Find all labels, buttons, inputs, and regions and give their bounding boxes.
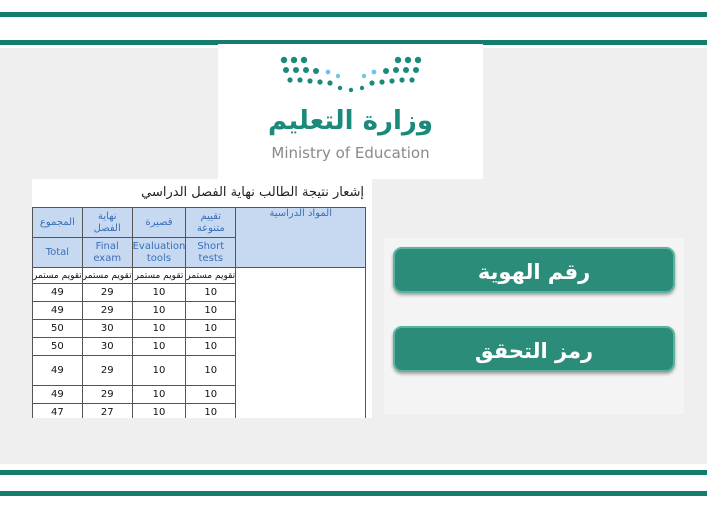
top-stripe-1 [0,12,707,17]
short-cell: 10 [186,284,236,302]
result-document [32,179,372,418]
subject-cell [236,268,366,419]
final-cell: 27 [82,404,132,419]
sub-label: تقويم مستمر [82,268,132,284]
eval-cell: 10 [132,404,186,419]
final-cell: 29 [82,356,132,386]
short-cell: 10 [186,302,236,320]
header-subjects: المواد الدراسية [236,208,366,268]
results-table [32,207,366,418]
header-final-en: Final exam [82,238,132,268]
header-total-ar: المجموع [33,208,83,238]
bottom-stripe-2 [0,491,707,496]
header-final-ar: نهاية الفصل [82,208,132,238]
logo-dots-icon [276,54,426,94]
sub-label: تقويم مستمر [186,268,236,284]
final-cell: 29 [82,386,132,404]
header-eval-ar: قصيرة [132,208,186,238]
eval-cell: 10 [132,338,186,356]
total-cell: 49 [33,386,83,404]
header-short-ar: تقييم متنوعة [186,208,236,238]
eval-cell: 10 [132,302,186,320]
total-cell: 49 [33,302,83,320]
document-title: إشعار نتيجة الطالب نهاية الفصل الدراسي [141,185,364,200]
ministry-logo [218,44,483,179]
short-cell: 10 [186,386,236,404]
bottom-stripe-1 [0,470,707,475]
short-cell: 10 [186,338,236,356]
eval-cell: 10 [132,386,186,404]
total-cell: 50 [33,320,83,338]
total-cell: 47 [33,404,83,419]
eval-cell: 10 [132,284,186,302]
final-cell: 30 [82,320,132,338]
final-cell: 29 [82,284,132,302]
eval-cell: 10 [132,356,186,386]
total-cell: 50 [33,338,83,356]
sub-label: تقويم مستمر [33,268,83,284]
header-eval-en: Evaluation tools [132,238,186,268]
logo-arabic-text: وزارة التعليم [268,106,433,136]
final-cell: 29 [82,302,132,320]
short-cell: 10 [186,404,236,419]
logo-english-text: Ministry of Education [271,144,430,162]
sub-label: تقويم مستمر [132,268,186,284]
header-short-en: Short tests [186,238,236,268]
header-total-en: Total [33,238,83,268]
short-cell: 10 [186,356,236,386]
total-cell: 49 [33,356,83,386]
short-cell: 10 [186,320,236,338]
verification-code-button[interactable]: رمز التحقق [393,326,675,372]
final-cell: 30 [82,338,132,356]
eval-cell: 10 [132,320,186,338]
id-number-button[interactable]: رقم الهوية [393,247,675,293]
total-cell: 49 [33,284,83,302]
